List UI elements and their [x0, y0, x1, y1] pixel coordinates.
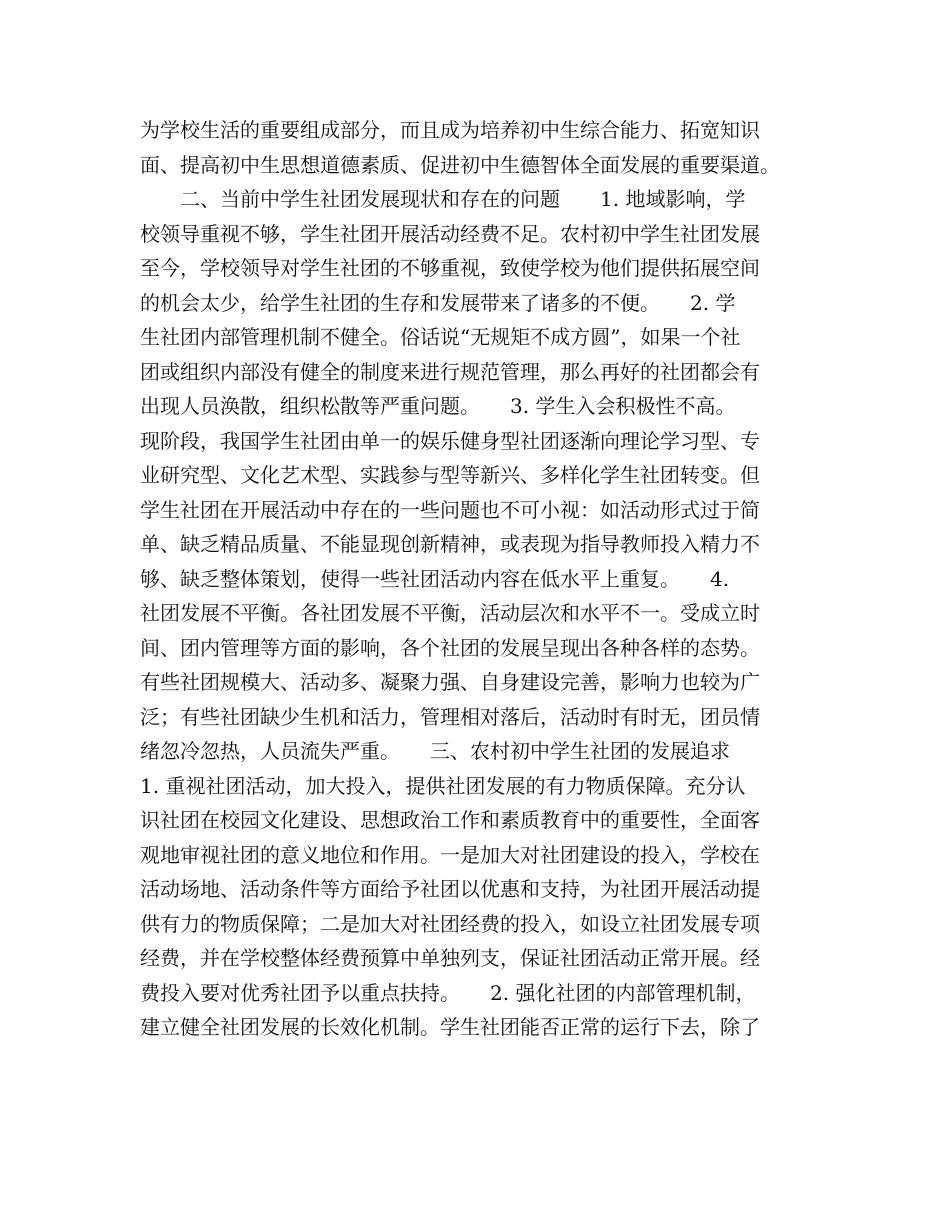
text-line: 社团发展不平衡。各社团发展不平衡，活动层次和水平不一。受成立时 — [140, 601, 760, 625]
text-line: 生社团内部管理机制不健全。俗话说“无规矩不成方圆”，如果一个社 — [140, 325, 741, 349]
text-line: 建立健全社团发展的长效化机制。学生社团能否正常的运行下去，除了 — [140, 1015, 760, 1039]
text-line: 绪忽冷忽热，人员流失严重。 三、农村初中学生社团的发展追求 — [140, 739, 730, 763]
text-line: 1. 重视社团活动，加大投入，提供社团发展的有力物质保障。充分认 — [140, 773, 746, 798]
text-line: 至今，学校领导对学生社团的不够重视，致使学校为他们提供拓展空间 — [140, 256, 760, 280]
text-line: 泛；有些社团缺少生机和活力，管理相对落后，活动时有时无，团员情 — [140, 704, 760, 729]
text-line: 为学校生活的重要组成部分，而且成为培养初中生综合能力、拓宽知识 — [140, 118, 760, 142]
text-line: 团或组织内部没有健全的制度来进行规范管理，那么再好的社团都会有 — [140, 359, 760, 384]
text-line: 够、缺乏整体策划，使得一些社团活动内容在低水平上重复。 4. — [140, 566, 730, 591]
text-line: 费投入要对优秀社团予以重点扶持。 2. 强化社团的内部管理机制， — [140, 980, 756, 1005]
text-line: 有些社团规模大、活动多、凝聚力强、自身建设完善，影响力也较为广 — [140, 670, 760, 694]
text-line: 经费，并在学校整体经费预算中单独列支，保证社团活动正常开展。经 — [140, 946, 760, 970]
text-line: 二、当前中学生社团发展现状和存在的问题 1. 地域影响，学 — [140, 187, 746, 211]
text-line: 面、提高初中生思想道德素质、促进初中生德智体全面发展的重要渠道。 — [140, 152, 780, 177]
text-line: 现阶段，我国学生社团由单一的娱乐健身型社团逐渐向理论学习型、专 — [140, 428, 760, 453]
text-line: 供有力的物质保障；二是加大对社团经费的投入，如设立社团发展专项 — [140, 911, 760, 936]
text-line: 间、团内管理等方面的影响，各个社团的发展呈现出各种各样的态势。 — [140, 635, 760, 660]
text-line: 业研究型、文化艺术型、实践参与型等新兴、多样化学生社团转变。但 — [140, 463, 760, 487]
text-line: 出现人员涣散，组织松散等严重问题。 3. 学生入会积极性不高。 — [140, 394, 736, 418]
text-line: 活动场地、活动条件等方面给予社团以优惠和支持，为社团开展活动提 — [140, 877, 760, 901]
text-line: 观地审视社团的意义地位和作用。一是加大对社团建设的投入，学校在 — [140, 842, 760, 867]
text-line: 单、缺乏精品质量、不能显现创新精神，或表现为指导教师投入精力不 — [140, 532, 760, 556]
text-line: 识社团在校园文化建设、思想政治工作和素质教育中的重要性，全面客 — [140, 808, 760, 832]
body-text — [140, 113, 820, 1045]
text-line: 的机会太少，给学生社团的生存和发展带来了诸多的不便。 2. 学 — [140, 290, 736, 315]
text-line: 学生社团在开展活动中存在的一些问题也不可小视：如活动形式过于简 — [140, 497, 760, 522]
text-line: 校领导重视不够，学生社团开展活动经费不足。农村初中学生社团发展 — [140, 221, 760, 246]
